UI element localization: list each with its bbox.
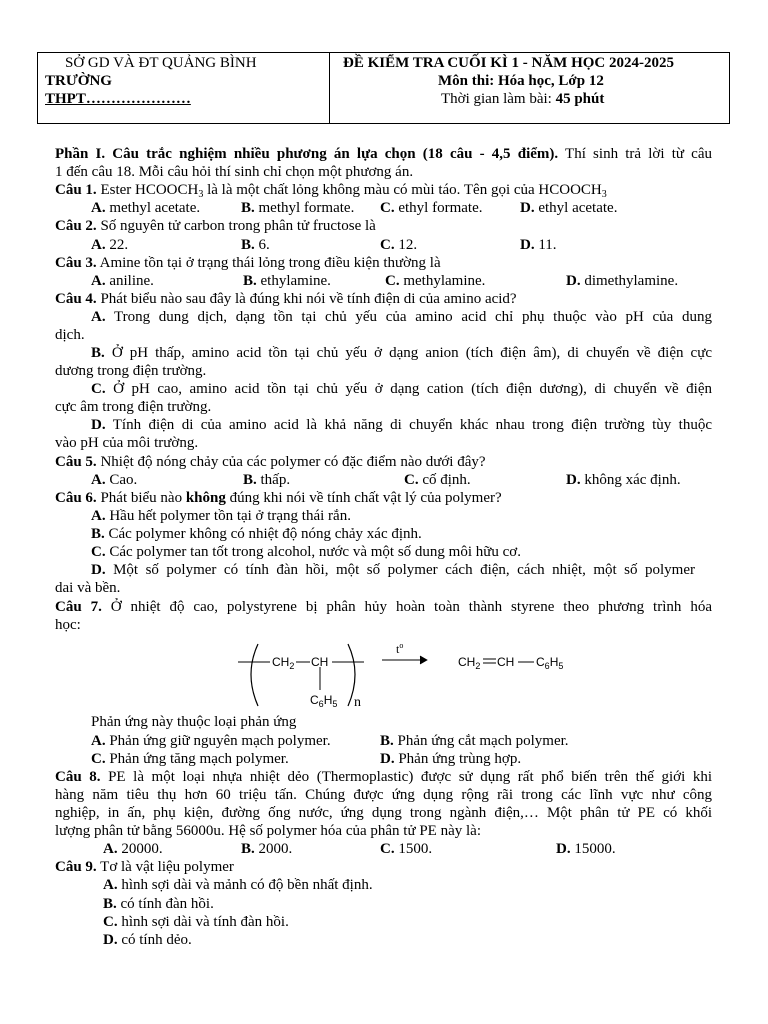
option-text: Trong dung dịch, dạng tồn tại chủ yếu của amino acid chỉ phụ thuộc vào pH của dung [114,309,712,325]
option-text: Tính điện di của amino acid là khả năng di chuyển khác nhau trong điện trường tùy thuộc [112,417,712,433]
q4-option-c[interactable] [91,380,712,398]
q7-stem [55,598,712,616]
option-letter: B. [243,273,257,289]
option-letter: D. [566,273,581,289]
q4-option-a[interactable] [91,308,712,326]
option-text: Phản ứng tăng mạch polymer. [109,751,289,767]
q9-label: Câu 9. [55,859,97,875]
option-letter: B. [241,200,255,216]
q3-label: Câu 3. [55,255,97,271]
option-letter: B. [241,841,255,857]
q8-option-b[interactable] [241,840,292,858]
option-letter: A. [91,508,106,524]
q4-option-a-cont: dịch. [55,327,85,343]
exam-subject: Môn thi: Hóa học, Lớp 12 [438,73,604,89]
option-letter: A. [103,841,118,857]
option-letter: A. [91,200,106,216]
option-text: Phản ứng cắt mạch polymer. [397,733,569,749]
q8-option-c[interactable] [380,840,432,858]
option-letter: A. [91,273,106,289]
q7-text: Ở nhiệt độ cao, polystyrene bị phân hủy hoàn toàn thành styrene theo phương trình hóa [101,599,712,615]
option-letter: B. [91,345,105,361]
option-text: ethyl formate. [398,200,483,216]
q1-sub: 3 [198,189,204,200]
option-text: cố định. [422,472,471,488]
part1-heading [55,145,712,163]
q6-emphasis: không [185,490,226,506]
q1-sub2: 3 [601,189,607,200]
option-letter: A. [91,309,106,325]
ch-group: CH [311,655,329,669]
q6-text2: đúng khi nói về tính chất vật lý của polymer? [225,490,502,506]
department-name: SỞ GD VÀ ĐT QUẢNG BÌNH [65,55,257,71]
arrow-head [420,656,427,664]
option-text: dimethylamine. [584,273,679,289]
q5-label: Câu 5. [55,454,97,470]
option-letter: C. [103,914,118,930]
option-text: thấp. [260,472,291,488]
q1-option-c[interactable] [380,199,482,217]
option-letter: A. [103,877,118,893]
q9-option-c[interactable] [103,913,289,931]
q7-question: Phản ứng này thuộc loại phản ứng [91,714,297,730]
q8-stem-3: nghiệp, in ấn, phụ kiện, đường ống nước, ứng dụng trong ngành điện,… Một phân tử PE có khối [55,805,712,821]
left-bracket [251,644,258,706]
q9-text: Tơ là vật liệu polymer [96,859,234,875]
option-letter: C. [380,200,395,216]
q7-option-c[interactable] [91,750,289,768]
part1-title: Phần I. Câu trắc nghiệm nhiều phương án lựa chọn (18 câu - 4,5 điểm). [55,146,559,162]
duration-value: 45 phút [555,91,605,107]
q2-option-b[interactable] [241,236,270,254]
q6-option-c[interactable] [91,543,521,561]
option-letter: D. [520,237,535,253]
q1-option-d[interactable] [520,199,617,217]
q4-option-c-cont: cực âm trong điện trường. [55,399,212,415]
q2-option-a[interactable] [91,236,128,254]
q3-option-b[interactable] [243,272,331,290]
q4-label: Câu 4. [55,291,97,307]
option-letter: B. [103,896,117,912]
q6-option-d[interactable] [91,561,695,579]
option-text: 6. [258,237,270,253]
option-text: hình sợi dài và tính đàn hồi. [121,914,289,930]
q7-option-b[interactable] [380,732,569,750]
q4-option-b-cont: dương trong điện trường. [55,363,207,379]
styrene-phenyl: $C_6H_5$ [536,655,564,671]
q5-option-d[interactable] [566,471,681,489]
option-letter: B. [243,472,257,488]
heat-label: $t^o$ [396,641,404,656]
q8-stem [55,768,712,786]
q2-option-d[interactable] [520,236,557,254]
option-text: ethyl acetate. [538,200,618,216]
q1-option-a[interactable] [91,199,200,217]
q4-text: Phát biểu nào sau đây là đúng khi nói về tính điện di của amino acid? [96,291,517,307]
q8-text: PE là một loại nhựa nhiệt dẻo (Thermoplastic) được sử dụng rất phổ biến trên thế giới khi [100,769,712,785]
option-letter: C. [91,544,106,560]
polystyrene-decomposition-equation [230,636,590,714]
q8-option-d[interactable] [556,840,616,858]
q3-option-d[interactable] [566,272,678,290]
option-text: 22. [109,237,129,253]
option-letter: D. [103,932,118,948]
option-letter: C. [91,381,106,397]
q2-stem [55,217,376,235]
option-letter: C. [404,472,419,488]
school-label: TRƯỜNG [45,73,112,89]
q9-stem [55,858,234,876]
option-letter: D. [380,751,395,767]
option-letter: D. [520,200,535,216]
q1-text: Ester HCOOCH [96,182,199,198]
option-text: Một số polymer có tính đàn hồi, một số polymer cách điện, cách nhiệt, một số polymer [113,562,696,578]
q2-label: Câu 2. [55,218,97,234]
q3-option-a[interactable] [91,272,154,290]
q2-option-c[interactable] [380,236,417,254]
option-text: 12. [398,237,418,253]
option-letter: B. [241,237,255,253]
q4-stem [55,290,517,308]
option-text: không xác định. [584,472,681,488]
q3-stem [55,254,441,272]
option-text: methylamine. [403,273,486,289]
q4-option-d-cont: vào pH của môi trường. [55,435,199,451]
q8-option-a[interactable] [103,840,163,858]
exam-title: ĐỀ KIỂM TRA CUỐI KÌ 1 - NĂM HỌC 2024-2025 [343,55,674,71]
q5-option-b[interactable] [243,471,290,489]
option-text: aniline. [109,273,154,289]
option-text: Các polymer không có nhiệt độ nóng chảy xác định. [108,526,422,542]
q9-option-a[interactable] [103,876,373,894]
ch2-group: $CH_2$ [272,655,295,671]
q6-text: Phát biểu nào [96,490,186,506]
option-text: Phản ứng giữ nguyên mạch polymer. [109,733,331,749]
q6-option-d-cont: dai và bền. [55,580,121,596]
option-text: ethylamine. [260,273,331,289]
repeat-count: n [354,695,361,710]
phenyl-group: $C_6H_5$ [310,693,338,709]
option-text: Phản ứng trùng hợp. [398,751,522,767]
option-text: Ở pH thấp, amino acid tồn tại chủ yếu ở dạng anion (tích điện âm), di chuyển về điện cực [111,345,713,361]
duration-label: Thời gian làm bài: [441,91,556,107]
option-letter: D. [566,472,581,488]
option-text: có tính đàn hồi. [120,896,214,912]
part1-intro: Thí sinh trả lời từ câu [558,146,712,162]
option-text: 15000. [574,841,616,857]
q9-option-d[interactable] [103,931,192,949]
option-letter: D. [556,841,571,857]
styrene-ch2: $CH_2$ [458,655,481,671]
q7-stem-cont: học: [55,617,81,633]
option-text: 11. [538,237,557,253]
q7-label: Câu 7. [55,599,102,615]
option-text: methyl formate. [258,200,355,216]
q6-option-b[interactable] [91,525,422,543]
option-letter: D. [91,562,106,578]
q6-option-a[interactable] [91,507,351,525]
q8-label: Câu 8. [55,769,101,785]
q5-stem [55,453,486,471]
option-text: Các polymer tan tốt trong alcohol, nước và một số dung môi hữu cơ. [109,544,521,560]
option-letter: D. [91,417,106,433]
q1-label: Câu 1. [55,182,97,198]
option-text: Hầu hết polymer tồn tại ở trạng thái rắn. [109,508,351,524]
option-text: 20000. [121,841,163,857]
q5-option-a[interactable] [91,471,137,489]
option-text: 1500. [398,841,433,857]
option-text: methyl acetate. [109,200,201,216]
q2-text: Số nguyên tử carbon trong phân tử fructose là [96,218,376,234]
q1-text2: là là một chất lỏng không màu có mùi táo. Tên gọi của HCOOCH [203,182,602,198]
styrene-ch: CH [497,655,515,669]
q6-label: Câu 6. [55,490,97,506]
school-name-blank: THPT………………… [45,91,191,107]
option-letter: B. [91,526,105,542]
q7-option-d[interactable] [380,750,521,768]
option-text: có tính dẻo. [121,932,192,948]
q7-option-a[interactable] [91,732,331,750]
q5-option-c[interactable] [404,471,471,489]
option-letter: A. [91,472,106,488]
option-letter: A. [91,733,106,749]
q3-text: Amine tồn tại ở trạng thái lỏng trong điều kiện thường là [96,255,441,271]
option-text: 2000. [258,841,293,857]
q4-option-d[interactable] [91,416,712,434]
q8-stem-2: hàng năm tiêu thụ hơn 60 triệu tấn. Chúng được ứng dụng rộng rãi trong các lĩnh vực như công [55,787,712,803]
q1-option-b[interactable] [241,199,354,217]
q1-stem [55,181,607,199]
option-letter: A. [91,237,106,253]
option-text: Cao. [109,472,138,488]
option-letter: C. [380,841,395,857]
option-text: hình sợi dài và mảnh có độ bền nhất định. [121,877,373,893]
q6-stem [55,489,502,507]
q9-option-b[interactable] [103,895,214,913]
option-text: Ở pH cao, amino acid tồn tại chủ yếu ở dạng cation (tích điện dương), di chuyển về điện [113,381,712,397]
option-letter: B. [380,733,394,749]
q4-option-b[interactable] [91,344,712,362]
q3-option-c[interactable] [385,272,485,290]
part1-intro-2: 1 đến câu 18. Mỗi câu hỏi thí sinh chỉ chọn một phương án. [55,164,414,180]
option-letter: C. [380,237,395,253]
q5-text: Nhiệt độ nóng chảy của các polymer có đặc điểm nào dưới đây? [96,454,486,470]
option-letter: C. [385,273,400,289]
q8-stem-4: lượng phân tử bằng 56000u. Hệ số polymer hóa của phân tử PE này là: [55,823,481,839]
option-letter: C. [91,751,106,767]
